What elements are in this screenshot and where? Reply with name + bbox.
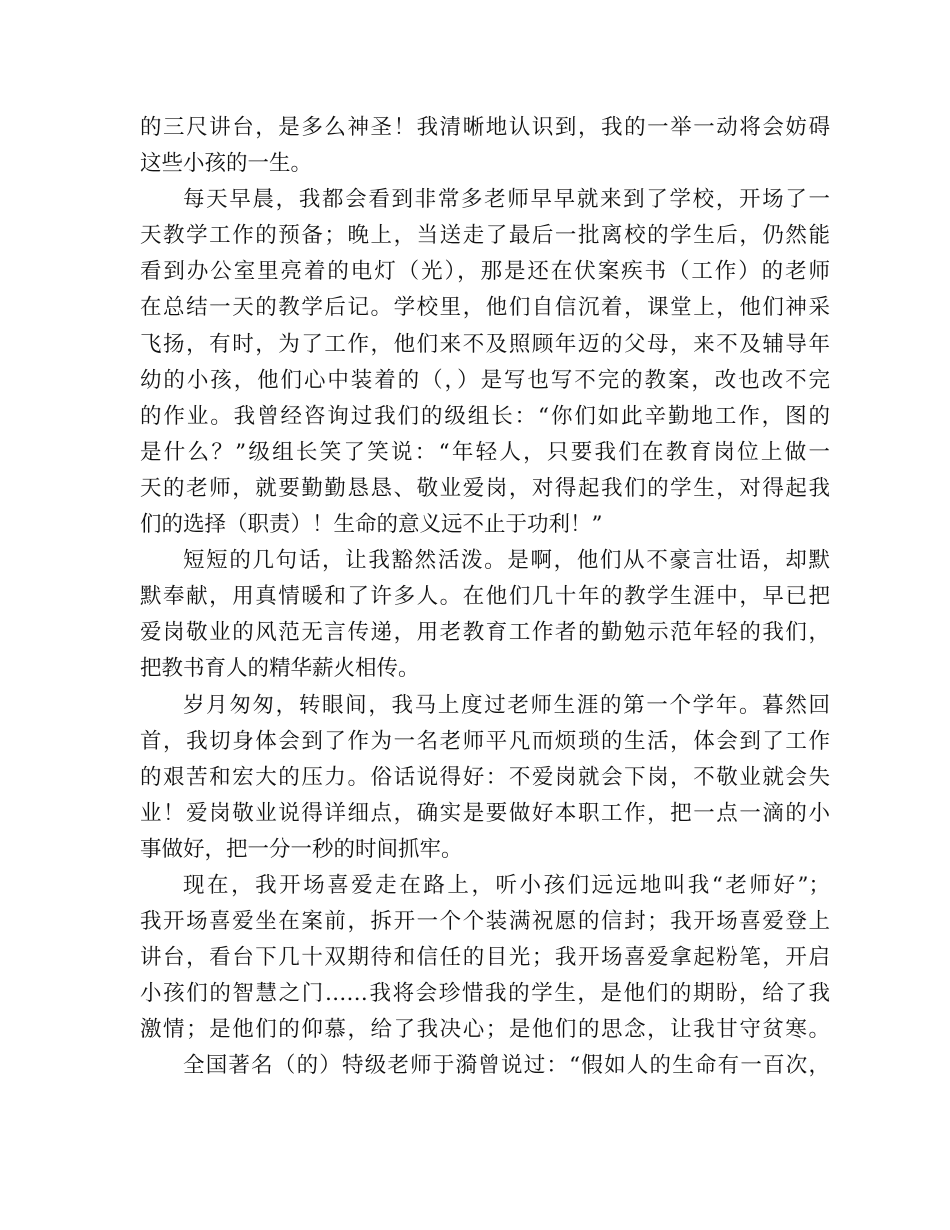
text-line: 天的老师，就要勤勤恳恳、敬业爱岗，对得起我们的学生，对得起我 [140, 475, 830, 501]
text-line: 的艰苦和宏大的压力。俗话说得好：不爱岗就会下岗，不敬业就会失 [140, 764, 830, 790]
text-line: 岁月匆匆，转眼间，我马上度过老师生涯的第一个学年。暮然回 [183, 692, 830, 718]
text-line: 激情；是他们的仰慕，给了我决心；是他们的思念，让我甘守贫寒。 [140, 1017, 830, 1043]
text-line: 是什么？”级组长笑了笑说：“年轻人，只要我们在教育岗位上做一 [140, 439, 830, 465]
text-line: 每天早晨，我都会看到非常多老师早早就来到了学校，开场了一 [183, 187, 830, 213]
body-text [140, 110, 830, 1085]
text-line: 飞扬，有时，为了工作，他们来不及照顾年迈的父母，来不及辅导年 [140, 331, 830, 357]
text-line: 的作业。我曾经咨询过我们的级组长：“你们如此辛勤地工作，图的 [140, 403, 830, 429]
text-line: 看到办公室里亮着的电灯（光），那是还在伏案疾书（工作）的老师 [140, 259, 830, 285]
text-line: 短短的几句话，让我豁然活泼。是啊，他们从不豪言壮语，却默 [183, 548, 830, 574]
text-line: 默奉献，用真情暖和了许多人。在他们几十年的教学生涯中，早已把 [140, 584, 830, 610]
text-line: 的三尺讲台，是多么神圣！我清晰地认识到，我的一举一动将会妨碍 [140, 115, 830, 140]
text-line: 业！爱岗敬业说得详细点，确实是要做好本职工作，把一点一滴的小 [140, 800, 830, 826]
text-line: 首，我切身体会到了作为一名老师平凡而烦琐的生活，体会到了工作 [140, 728, 830, 754]
text-line: 这些小孩的一生。 [140, 151, 313, 177]
text-line: 小孩们的智慧之门……我将会珍惜我的学生，是他们的期盼，给了我 [140, 981, 830, 1007]
text-line: 讲台，看台下几十双期待和信任的目光；我开场喜爱拿起粉笔，开启 [140, 945, 830, 971]
text-line: 我开场喜爱坐在案前，拆开一个个装满祝愿的信封；我开场喜爱登上 [140, 909, 830, 935]
text-line: 在总结一天的教学后记。学校里，他们自信沉着，课堂上，他们神采 [140, 295, 830, 321]
text-line: 爱岗敬业的风范无言传递，用老教育工作者的勤勉示范年轻的我们， [140, 620, 830, 646]
text-line: 幼的小孩，他们心中装着的（，）是写也写不完的教案，改也改不完 [140, 367, 830, 393]
text-line: 把教书育人的精华薪火相传。 [140, 656, 420, 682]
text-line: 事做好，把一分一秒的时间抓牢。 [140, 836, 463, 862]
text-line: 天教学工作的预备；晚上，当送走了最后一批离校的学生后，仍然能 [140, 223, 830, 249]
text-line: 现在，我开场喜爱走在路上，听小孩们远远地叫我“老师好”； [183, 872, 830, 898]
text-line: 全国著名（的）特级老师于漪曾说过：“假如人的生命有一百次， [183, 1053, 830, 1079]
text-line: 们的选择（职责）！生命的意义远不止于功利！” [140, 512, 603, 538]
